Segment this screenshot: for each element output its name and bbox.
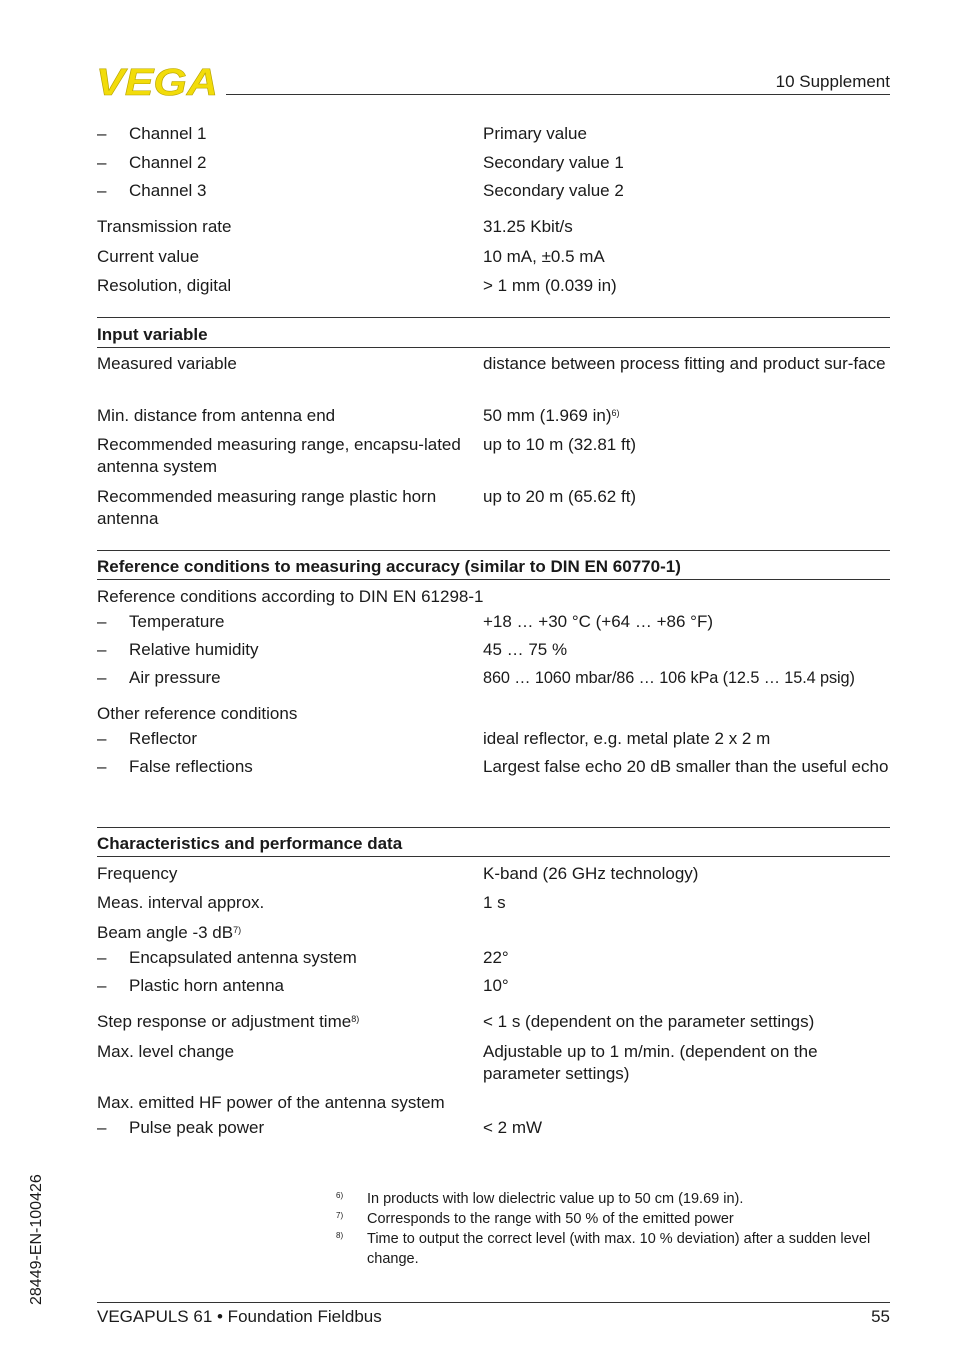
spec-label: Pulse peak power — [129, 1118, 265, 1137]
list-dash: – — [97, 612, 107, 631]
footnote-ref[interactable]: 6) — [611, 408, 620, 418]
spec-value: 10° — [483, 976, 509, 995]
spec-value: 31.25 Kbit/s — [483, 217, 573, 236]
section-title-characteristics: Characteristics and performance data — [97, 834, 403, 853]
spec-label: Resolution, digital — [97, 276, 232, 295]
spec-intro-row — [97, 703, 890, 725]
spec-intro-row — [97, 1092, 890, 1114]
footnote-ref[interactable]: 8) — [351, 1014, 360, 1024]
spec-intro: Reference conditions according to DIN EN 61298-1 — [97, 587, 484, 606]
spec-label: Encapsulated antenna system — [129, 948, 357, 967]
spec-value: 50 mm (1.969 in) — [483, 406, 612, 425]
channel-label: Channel 3 — [129, 181, 207, 200]
spec-value: 1 s — [483, 893, 506, 912]
spec-value: up to 10 m (32.81 ft) — [483, 435, 637, 454]
spec-label: Recommended measuring range plastic horn antenna — [97, 487, 437, 528]
footnote-ref[interactable]: 7) — [233, 925, 242, 935]
spec-intro: Beam angle -3 dB — [97, 923, 234, 942]
spec-intro: Other reference conditions — [97, 704, 298, 723]
spec-label: False reflections — [129, 757, 253, 776]
channel-value: Primary value — [483, 124, 587, 143]
footnote-number: 7) — [336, 1211, 344, 1220]
spec-value: ideal reflector, e.g. metal plate 2 x 2 m — [483, 729, 771, 748]
spec-value-with-footnote — [483, 405, 893, 427]
spec-label: Step response or adjustment time — [97, 1012, 352, 1031]
spec-label: Temperature — [129, 612, 225, 631]
spec-label-with-footnote — [97, 1011, 467, 1033]
list-dash: – — [97, 1118, 107, 1137]
list-dash: – — [97, 668, 107, 687]
spec-value: < 1 s (dependent on the parameter settings) — [483, 1012, 815, 1031]
header-divider — [226, 94, 890, 95]
spec-label: Relative humidity — [129, 640, 259, 659]
section-title-reference-conditions: Reference conditions to measuring accuracy (similar to DIN EN 60770-1) — [97, 557, 681, 576]
section-rule-top — [97, 550, 890, 551]
footnote-number: 6) — [336, 1191, 344, 1200]
spec-value: 10 mA, ±0.5 mA — [483, 247, 605, 266]
list-dash: – — [97, 640, 107, 659]
footnote-text: Corresponds to the range with 50 % of the emitted power — [367, 1211, 734, 1227]
spec-value: up to 20 m (65.62 ft) — [483, 487, 637, 506]
spec-label: Transmission rate — [97, 217, 232, 236]
channel-value: Secondary value 1 — [483, 153, 624, 172]
section-rule-bottom — [97, 579, 890, 580]
channel-value: Secondary value 2 — [483, 181, 624, 200]
spec-label: Reflector — [129, 729, 198, 748]
header-section-title: 10 Supplement — [775, 72, 890, 91]
list-dash: – — [97, 976, 107, 995]
spec-label: Meas. interval approx. — [97, 893, 265, 912]
spec-label: Plastic horn antenna — [129, 976, 284, 995]
footer-divider — [97, 1302, 890, 1303]
vega-logo — [96, 64, 220, 98]
spec-value: > 1 mm (0.039 in) — [483, 276, 617, 295]
spec-value: 860 … 1060 mbar/86 … 106 kPa (12.5 … 15.4 psig) — [483, 669, 855, 687]
footnote-number: 8) — [336, 1231, 344, 1240]
section-rule-top — [97, 317, 890, 318]
list-dash: – — [97, 153, 107, 172]
spec-label: Max. level change — [97, 1042, 235, 1061]
page-number: 55 — [871, 1307, 890, 1326]
spec-value: Adjustable up to 1 m/min. (dependent on the parameter settings) — [483, 1042, 818, 1083]
list-dash: – — [97, 729, 107, 748]
list-dash: – — [97, 181, 107, 200]
spec-label: Current value — [97, 247, 200, 266]
spec-label: Frequency — [97, 864, 178, 883]
spec-intro-row — [97, 586, 890, 608]
spec-value: K-band (26 GHz technology) — [483, 864, 699, 883]
logo-text: VEGA — [96, 64, 218, 98]
spec-label: Measured variable — [97, 354, 237, 373]
list-dash: – — [97, 757, 107, 776]
channel-label: Channel 1 — [129, 124, 207, 143]
footer-title: VEGAPULS 61 • Foundation Fieldbus — [97, 1307, 382, 1326]
side-document-number: 28449-EN-100426 — [28, 1174, 45, 1305]
section-rule-top — [97, 827, 890, 828]
spec-label: Recommended measuring range, encapsu-lated antenna system — [97, 435, 461, 476]
spec-value: 22° — [483, 948, 509, 967]
section-rule-bottom — [97, 856, 890, 857]
spec-intro: Max. emitted HF power of the antenna system — [97, 1093, 445, 1112]
footnote-text: Time to output the correct level (with max. 10 % deviation) after a sudden level change. — [367, 1231, 871, 1267]
spec-value: +18 … +30 °C (+64 … +86 °F) — [483, 612, 713, 631]
spec-label: Min. distance from antenna end — [97, 406, 336, 425]
spec-label: Air pressure — [129, 668, 221, 687]
footnote-text: In products with low dielectric value up to 50 cm (19.69 in). — [367, 1191, 744, 1207]
spec-value: 45 … 75 % — [483, 640, 568, 659]
section-title-input-variable: Input variable — [97, 325, 208, 344]
spec-intro-row — [97, 922, 890, 944]
spec-value: Largest false echo 20 dB smaller than the useful echo — [483, 757, 889, 776]
section-rule-bottom — [97, 347, 890, 348]
spec-value: distance between process fitting and product sur-face — [483, 354, 886, 373]
list-dash: – — [97, 124, 107, 143]
list-dash: – — [97, 948, 107, 967]
channel-label: Channel 2 — [129, 153, 207, 172]
spec-value: < 2 mW — [483, 1118, 543, 1137]
